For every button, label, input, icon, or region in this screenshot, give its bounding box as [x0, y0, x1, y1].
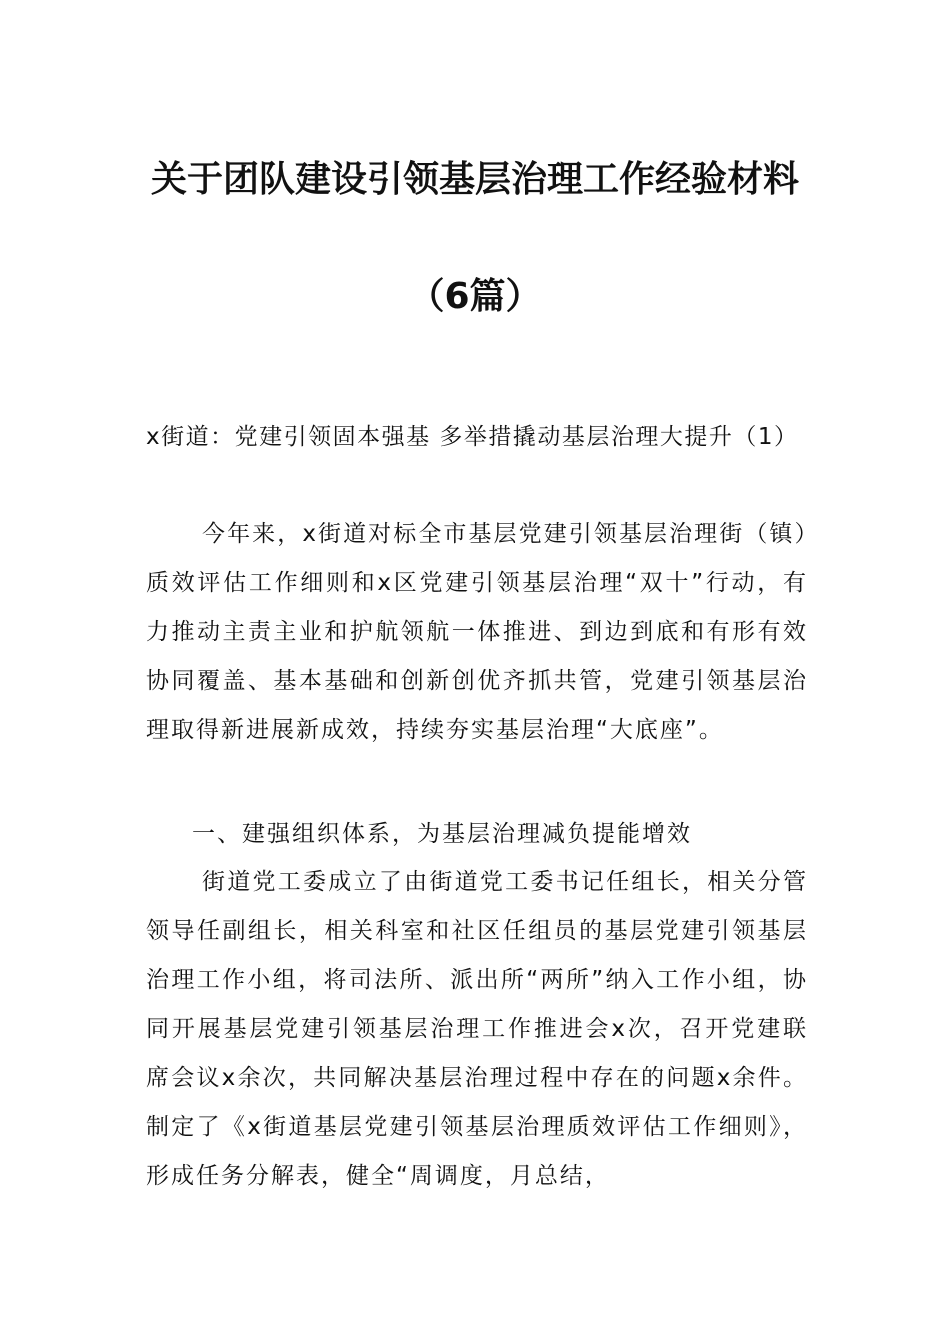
paragraph-intro: 今年来，x街道对标全市基层党建引领基层治理街（镇）质效评估工作细则和x区党建引领基层治理“双十”行动，有力推动主责主业和护航领航一体推进、到边到底和有形有效协同覆盖、基本基础和创新创优齐抓共管，党建引领基层治理取得新进展新成效，持续夯实基层治理“大底座”。 — [146, 521, 808, 743]
document-title: 关于团队建设引领基层治理工作经验材料 — [150, 159, 799, 200]
article-subtitle: x街道：党建引领固本强基 多举措撬动基层治理大提升（1） — [146, 424, 799, 450]
paragraph-section-1: 街道党工委成立了由街道党工委书记任组长，相关分管领导任副组长，相关科室和社区任组员的基层党建引领基层治理工作小组，将司法所、派出所“两所”纳入工作小组，协同开展基层党建引领基层治理工作推进会x次，召开党建联席会议x余次，共同解决基层治理过程中存在的问题x余件。制定了《x街道基层党建引领基层治理质效评估工作细则》，形成任务分解表，健全“周调度，月总结， — [146, 869, 808, 1189]
section-heading-1: 一、建强组织体系，为基层治理减负提能增效 — [192, 821, 692, 847]
document-title-count: （6篇） — [408, 276, 542, 317]
